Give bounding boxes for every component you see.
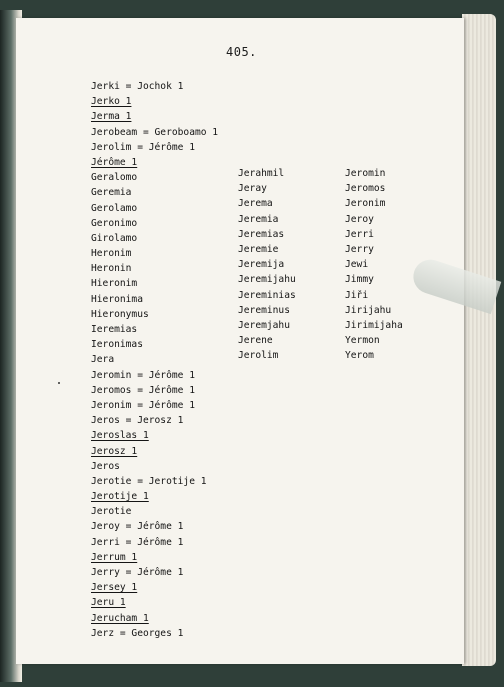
name-entry: Jeromos = Jérôme 1	[91, 384, 195, 396]
name-entry: Geronimo	[91, 217, 138, 229]
name-entry: Jirijahu	[345, 304, 392, 316]
name-entry: Heronim	[91, 248, 132, 260]
name-entry: Jerri = Jérôme 1	[91, 536, 184, 548]
name-entry: Jeroy = Jérôme 1	[91, 521, 184, 533]
name-entry: Jewi	[345, 259, 369, 271]
name-entry: Jerry = Jérôme 1	[91, 567, 184, 578]
name-entry: Jerri	[345, 228, 374, 240]
name-entry: Jeromos	[345, 183, 386, 195]
name-entry: Ieronimas	[91, 339, 143, 351]
name-entry: Jerotije 1	[91, 491, 149, 503]
name-entry: Jeros	[91, 460, 120, 472]
middle-name-column	[238, 166, 296, 363]
name-entry: Hieronima	[91, 293, 143, 305]
name-entry: Jerko 1	[91, 96, 132, 108]
name-entry: Gerolamo	[91, 202, 138, 214]
name-entry: Jeronim	[345, 198, 386, 210]
left-name-column	[91, 79, 218, 641]
page-edge-stack	[462, 14, 496, 666]
name-entry: Heronin	[91, 263, 132, 275]
name-entry: Yermon	[345, 335, 380, 347]
name-entry: Jereminias	[238, 289, 296, 301]
name-entry: Jeremjahu	[238, 319, 290, 331]
name-entry: Jeremias	[238, 228, 285, 240]
name-entry: Geremia	[91, 187, 132, 199]
name-entry: Jirimijaha	[345, 319, 403, 331]
name-entry: Jerry	[345, 243, 374, 255]
name-entry: Jimmy	[345, 274, 374, 286]
name-entry: Ieremias	[91, 324, 138, 335]
name-entry: Jeromin	[345, 168, 386, 179]
name-entry: Jera	[91, 354, 115, 366]
name-entry: Jeru 1	[91, 597, 126, 609]
name-entry: Jeromin = Jérôme 1	[91, 369, 195, 381]
name-entry: Jerolim = Jérôme 1	[91, 141, 195, 153]
right-name-column	[345, 166, 403, 363]
name-entry: Jersey 1	[91, 582, 138, 594]
name-entry: Jiři	[345, 289, 369, 301]
name-entry: Jerz = Georges 1	[91, 627, 184, 639]
name-entry: Jeronim = Jérôme 1	[91, 399, 195, 411]
name-entry: Girolamo	[91, 232, 138, 244]
name-entry: Jerrum 1	[91, 551, 138, 563]
name-entry: Jeray	[238, 183, 267, 195]
name-entry: Yerom	[345, 350, 374, 362]
name-entry: Jérôme 1	[91, 156, 138, 168]
page-number: 405.	[226, 45, 257, 59]
name-entry: Geralomo	[91, 172, 138, 184]
name-entry: Jerahmil	[238, 168, 285, 179]
name-entry: Jerma 1	[91, 111, 132, 123]
name-entry: Jeroslas 1	[91, 430, 149, 442]
name-entry: Jerosz 1	[91, 445, 138, 457]
name-entry: Jerobeam = Geroboamo 1	[91, 126, 219, 138]
name-entry: Jereminus	[238, 304, 290, 316]
name-entry: Jeremija	[238, 259, 285, 271]
name-entry: Jerotie = Jerotije 1	[91, 475, 207, 487]
name-entry: Jeroy	[345, 213, 374, 225]
page-speck	[58, 382, 60, 384]
name-entry: Hieronim	[91, 278, 138, 290]
name-entry: Jerene	[238, 335, 273, 347]
name-entry: Jeremijahu	[238, 274, 296, 286]
name-entry: Jeremia	[238, 213, 279, 225]
name-entry: Jerotie	[91, 506, 132, 518]
name-entry: Jerolim	[238, 350, 279, 362]
name-entry: Jeremie	[238, 243, 279, 255]
name-entry: Jerema	[238, 198, 273, 210]
name-entry: Hieronymus	[91, 308, 149, 320]
name-entry: Jeros = Jerosz 1	[91, 415, 184, 427]
name-entry: Jerki = Jochok 1	[91, 81, 184, 92]
name-entry: Jerucham 1	[91, 612, 149, 624]
